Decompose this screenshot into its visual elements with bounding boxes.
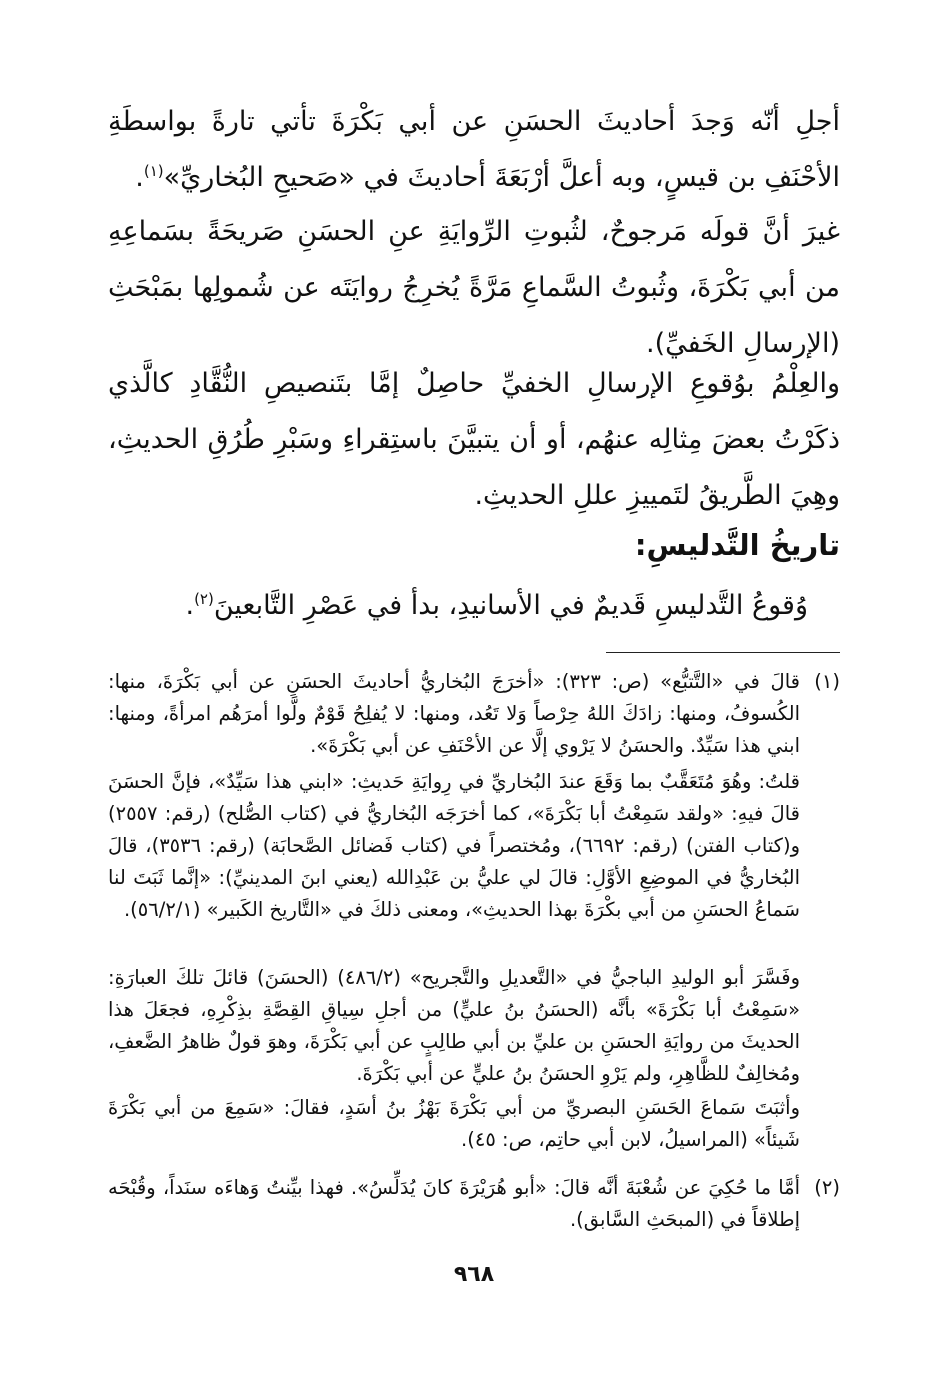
footnote-2 — [108, 1172, 840, 1236]
footnote-text: وأثبَتَ سَماعَ الحَسَنِ البصريِّ من أبي بَكْرَةَ بَهْزُ بنُ أسَدٍ، فقالَ: «سَمِعَ من أبي بَكْرَةَ شَيئاً» (المراسيلُ، لابن أبي حاتِم، ص: ٤٥). — [108, 1096, 800, 1151]
page-number: ٩٦٨ — [453, 1262, 495, 1287]
paragraph-end: . — [185, 590, 195, 621]
body-paragraph-3: والعِلْمُ بوُقوعِ الإرسالِ الخفيِّ حاصِلٌ إمَّا بتَنصيصِ النُّقَّادِ كالَّذي ذكَرْتُ بعضَ مِثالِه عنهُم، أو أن يتبيَّنَ باستِقراءِ وسَبْرِ طُرُقِ الحديثِ، وهِيَ الطَّريقُ لتَمييزِ عللِ الحديثِ. — [108, 368, 840, 511]
footnote-1-part-d — [108, 1092, 840, 1156]
paragraph-end: . — [135, 162, 144, 193]
footnote-text: وفَسَّرَ أبو الوليدِ الباجيُّ في «التَّعديلِ والتَّجريح» (٤٨٦/٢) (الحسَنَ) قائلَ تلكَ العبارَةِ: «سَمِعْتُ أبا بَكْرَةَ» بأنَّه (الحسَنُ بنُ عليٍّ) من أجلِ سِياقِ القِصَّةِ بذِكْرِهِ، فجعَلَ هذا الحديثَ من روايَةِ الحسَنِ بن عليِّ بن أبي طالِبٍ عن أبي بَكْرَةَ، وهوَ قولٌ ظاهرُ الضَّعفِ، ومُخالِفٌ للظَّاهِرِ، ولم يَرْوِ الحسَنُ بنُ عليٍّ عن أبي بَكْرَةَ. — [108, 966, 800, 1085]
footnote-1-part-b — [108, 766, 840, 926]
section-heading: تاريخُ التَّدليسِ: — [634, 528, 840, 562]
footnote-number-1: (١) — [814, 670, 840, 693]
footnote-text: قالَ في «التَّتبُّع» (ص: ٣٢٣): «أخرَجَ البُخاريُّ أحاديثَ الحسَنِ عن أبي بَكْرَةَ، منها: الكُسوفُ، ومنها: زادَكَ اللهُ حِرْصاً وَلا تَعُد، ومنها: لا يُفلِحُ قَوْمٌ ولَّوا أمرَهُم امرأةً، ومنها: ابني هذا سَيِّدٌ. والحسَنُ لا يَرْوي إلَّا عن الأحْنَفِ عن أبي بَكْرَةَ». — [108, 670, 800, 757]
footnote-reference-2[interactable]: (٢) — [194, 590, 214, 608]
body-paragraph-4 — [108, 578, 808, 634]
footnote-number-2: (٢) — [814, 1176, 840, 1199]
paragraph-text: وُقوعُ التَّدليسِ قَديمٌ في الأسانيدِ، بدأ في عَصْرِ التَّابعينَ — [213, 590, 808, 621]
footnote-separator — [606, 652, 840, 653]
paragraph-text: أجلِ أنّه وَجدَ أحاديثَ الحسَنِ عن أبي بَكْرَةَ تأتي تارةً بواسطَةِ الأحْنَفِ بن قيسٍ، وبه أعلَّ أرْبَعَةَ أحاديثَ في «صَحيحِ البُخاريِّ» — [108, 106, 840, 193]
footnote-text: أمَّا ما حُكِيَ عن شُعْبَةَ أنَّه قالَ: «أبو هُرَيْرَةَ كانَ يُدَلِّسُ». فهذا بيِّنتُ وَهاءَه سنَداً، وقُبْحَه إطلاقاً في (المبحَثِ السَّابق). — [108, 1176, 800, 1231]
footnote-1-part-c — [108, 962, 840, 1090]
footnote-reference-1[interactable]: (١) — [143, 162, 164, 180]
footnote-1-part-a — [108, 666, 840, 762]
body-paragraph-2: غيرَ أنَّ قولَه مَرجوحٌ، لثُبوتِ الرِّوايَةِ عنِ الحسَنِ صَريحَةً بسَماعِهِ من أبي بَكْرَةَ، وثُبوتُ السَّماعِ مَرَّةً يُخرِجُ روايَتَه عن شُمولِها بمَبْحَثِ (الإرسالِ الخَفيِّ). — [108, 216, 840, 359]
body-paragraph-1 — [108, 94, 840, 206]
footnote-text: قلتُ: وهُوَ مُتَعَقَّبٌ بما وَقَعَ عندَ البُخاريِّ في رِوايَةِ حَديثِ: «ابني هذا سَيِّدٌ»، فإنَّ الحسَنَ قالَ فيهِ: «ولقد سَمِعْتُ أبا بَكْرَةَ»، كما أخرَجَه البُخاريُّ في (كتاب الصُّلح) (رقم: ٢٥٥٧) و(كتاب الفتن) (رقم: ٦٦٩٢)، ومُختصراً في (كتاب فَضائل الصَّحابَة) (رقم: ٣٥٣٦)، قالَ البُخاريُّ في الموضِعِ الأوَّلِ: قالَ لي عليُّ بن عَبْدِالله (يعني ابنَ المدينيِّ): «إنَّما ثَبَتَ لنا سَماعُ الحسَنِ من أبي بكْرَةَ بهذا الحديثِ»، ومعنى ذلكَ في «التَّاريخ الكَبير» (٥٦/٢/١). — [108, 770, 800, 921]
